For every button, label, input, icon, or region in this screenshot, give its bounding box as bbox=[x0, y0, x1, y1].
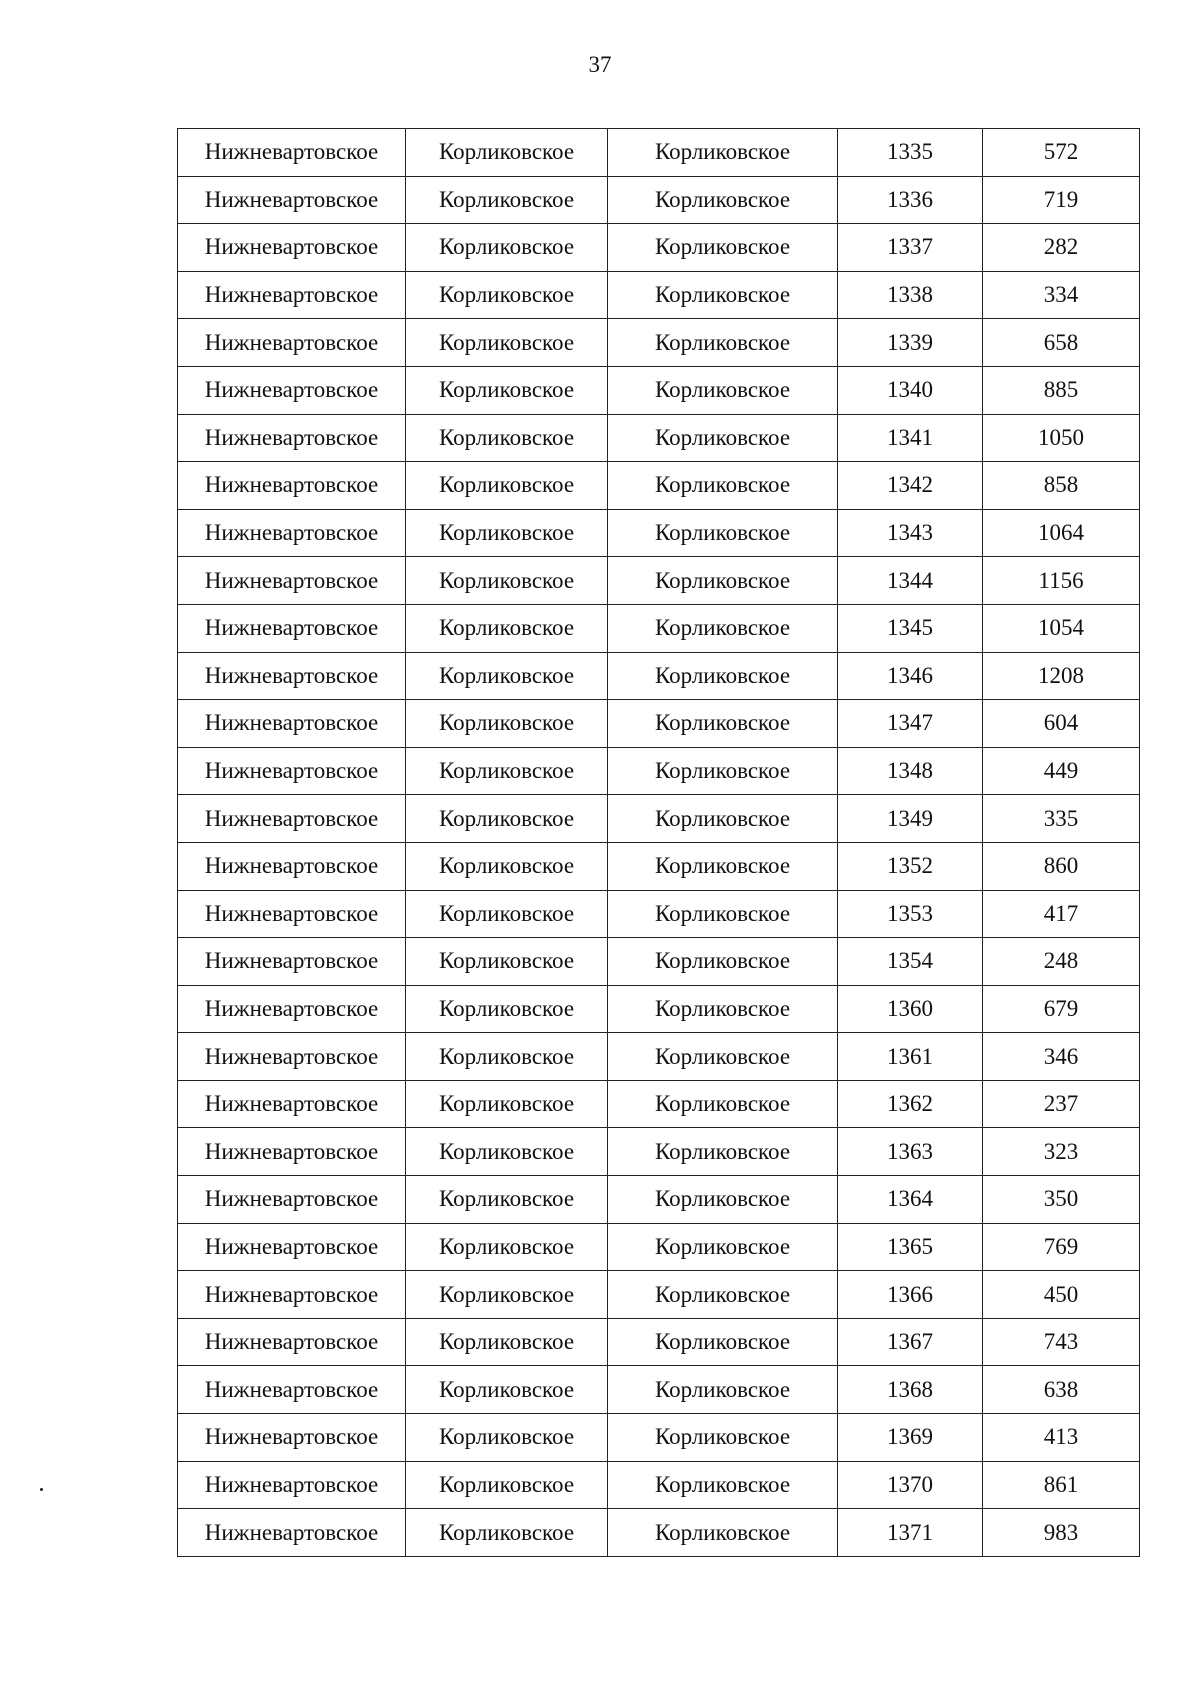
table-row bbox=[178, 747, 1140, 795]
table-row bbox=[178, 1318, 1140, 1366]
field-cell: Корликовское bbox=[406, 271, 608, 319]
well-number-cell: 1369 bbox=[838, 1414, 983, 1462]
field-cell: Корликовское bbox=[406, 557, 608, 605]
district-cell: Нижневартовское bbox=[178, 700, 406, 748]
deposit-cell: Корликовское bbox=[608, 1461, 838, 1509]
field-cell: Корликовское bbox=[406, 319, 608, 367]
value-cell: 743 bbox=[983, 1318, 1140, 1366]
field-cell: Корликовское bbox=[406, 1223, 608, 1271]
field-cell: Корликовское bbox=[406, 509, 608, 557]
value-cell: 719 bbox=[983, 176, 1140, 224]
value-cell: 1064 bbox=[983, 509, 1140, 557]
well-number-cell: 1366 bbox=[838, 1271, 983, 1319]
table-row bbox=[178, 1366, 1140, 1414]
table-row bbox=[178, 129, 1140, 177]
value-cell: 346 bbox=[983, 1033, 1140, 1081]
well-number-cell: 1349 bbox=[838, 795, 983, 843]
field-cell: Корликовское bbox=[406, 176, 608, 224]
field-cell: Корликовское bbox=[406, 795, 608, 843]
deposit-cell: Корликовское bbox=[608, 271, 838, 319]
deposit-cell: Корликовское bbox=[608, 1366, 838, 1414]
table-row bbox=[178, 795, 1140, 843]
value-cell: 334 bbox=[983, 271, 1140, 319]
table-row bbox=[178, 366, 1140, 414]
well-number-cell: 1341 bbox=[838, 414, 983, 462]
field-cell: Корликовское bbox=[406, 747, 608, 795]
value-cell: 450 bbox=[983, 1271, 1140, 1319]
deposit-cell: Корликовское bbox=[608, 604, 838, 652]
table-row bbox=[178, 938, 1140, 986]
district-cell: Нижневартовское bbox=[178, 509, 406, 557]
district-cell: Нижневартовское bbox=[178, 224, 406, 272]
well-number-cell: 1353 bbox=[838, 890, 983, 938]
well-number-cell: 1346 bbox=[838, 652, 983, 700]
field-cell: Корликовское bbox=[406, 1128, 608, 1176]
deposit-cell: Корликовское bbox=[608, 414, 838, 462]
field-cell: Корликовское bbox=[406, 1366, 608, 1414]
district-cell: Нижневартовское bbox=[178, 938, 406, 986]
district-cell: Нижневартовское bbox=[178, 1366, 406, 1414]
value-cell: 1208 bbox=[983, 652, 1140, 700]
district-cell: Нижневартовское bbox=[178, 414, 406, 462]
deposit-cell: Корликовское bbox=[608, 1318, 838, 1366]
field-cell: Корликовское bbox=[406, 1271, 608, 1319]
table-row bbox=[178, 1080, 1140, 1128]
well-number-cell: 1367 bbox=[838, 1318, 983, 1366]
deposit-cell: Корликовское bbox=[608, 129, 838, 177]
table-row bbox=[178, 652, 1140, 700]
data-table bbox=[177, 128, 1140, 1557]
deposit-cell: Корликовское bbox=[608, 1223, 838, 1271]
field-cell: Корликовское bbox=[406, 1318, 608, 1366]
table-row bbox=[178, 1509, 1140, 1557]
well-number-cell: 1345 bbox=[838, 604, 983, 652]
deposit-cell: Корликовское bbox=[608, 462, 838, 510]
deposit-cell: Корликовское bbox=[608, 700, 838, 748]
table-row bbox=[178, 1223, 1140, 1271]
value-cell: 1054 bbox=[983, 604, 1140, 652]
field-cell: Корликовское bbox=[406, 1080, 608, 1128]
field-cell: Корликовское bbox=[406, 1509, 608, 1557]
deposit-cell: Корликовское bbox=[608, 1080, 838, 1128]
well-number-cell: 1348 bbox=[838, 747, 983, 795]
well-number-cell: 1368 bbox=[838, 1366, 983, 1414]
table-row bbox=[178, 557, 1140, 605]
value-cell: 860 bbox=[983, 842, 1140, 890]
well-number-cell: 1371 bbox=[838, 1509, 983, 1557]
field-cell: Корликовское bbox=[406, 224, 608, 272]
well-number-cell: 1347 bbox=[838, 700, 983, 748]
value-cell: 1156 bbox=[983, 557, 1140, 605]
table-row bbox=[178, 509, 1140, 557]
district-cell: Нижневартовское bbox=[178, 1080, 406, 1128]
district-cell: Нижневартовское bbox=[178, 1509, 406, 1557]
table-row bbox=[178, 1128, 1140, 1176]
value-cell: 572 bbox=[983, 129, 1140, 177]
deposit-cell: Корликовское bbox=[608, 938, 838, 986]
field-cell: Корликовское bbox=[406, 652, 608, 700]
well-number-cell: 1363 bbox=[838, 1128, 983, 1176]
value-cell: 350 bbox=[983, 1176, 1140, 1224]
district-cell: Нижневартовское bbox=[178, 1033, 406, 1081]
field-cell: Корликовское bbox=[406, 842, 608, 890]
deposit-cell: Корликовское bbox=[608, 1414, 838, 1462]
district-cell: Нижневартовское bbox=[178, 366, 406, 414]
district-cell: Нижневартовское bbox=[178, 176, 406, 224]
district-cell: Нижневартовское bbox=[178, 842, 406, 890]
well-number-cell: 1352 bbox=[838, 842, 983, 890]
well-number-cell: 1365 bbox=[838, 1223, 983, 1271]
well-number-cell: 1361 bbox=[838, 1033, 983, 1081]
value-cell: 638 bbox=[983, 1366, 1140, 1414]
value-cell: 769 bbox=[983, 1223, 1140, 1271]
value-cell: 983 bbox=[983, 1509, 1140, 1557]
field-cell: Корликовское bbox=[406, 1414, 608, 1462]
well-number-cell: 1344 bbox=[838, 557, 983, 605]
value-cell: 335 bbox=[983, 795, 1140, 843]
district-cell: Нижневартовское bbox=[178, 1128, 406, 1176]
table-row bbox=[178, 1461, 1140, 1509]
district-cell: Нижневартовское bbox=[178, 747, 406, 795]
field-cell: Корликовское bbox=[406, 938, 608, 986]
deposit-cell: Корликовское bbox=[608, 1271, 838, 1319]
data-table-container bbox=[177, 128, 1139, 1557]
field-cell: Корликовское bbox=[406, 462, 608, 510]
value-cell: 282 bbox=[983, 224, 1140, 272]
value-cell: 885 bbox=[983, 366, 1140, 414]
value-cell: 604 bbox=[983, 700, 1140, 748]
field-cell: Корликовское bbox=[406, 1033, 608, 1081]
value-cell: 658 bbox=[983, 319, 1140, 367]
district-cell: Нижневартовское bbox=[178, 604, 406, 652]
district-cell: Нижневартовское bbox=[178, 890, 406, 938]
deposit-cell: Корликовское bbox=[608, 1176, 838, 1224]
district-cell: Нижневартовское bbox=[178, 1223, 406, 1271]
stray-mark-dot bbox=[40, 1488, 43, 1491]
district-cell: Нижневартовское bbox=[178, 129, 406, 177]
deposit-cell: Корликовское bbox=[608, 319, 838, 367]
well-number-cell: 1370 bbox=[838, 1461, 983, 1509]
field-cell: Корликовское bbox=[406, 414, 608, 462]
deposit-cell: Корликовское bbox=[608, 747, 838, 795]
value-cell: 861 bbox=[983, 1461, 1140, 1509]
table-row bbox=[178, 985, 1140, 1033]
value-cell: 323 bbox=[983, 1128, 1140, 1176]
district-cell: Нижневартовское bbox=[178, 462, 406, 510]
well-number-cell: 1336 bbox=[838, 176, 983, 224]
field-cell: Корликовское bbox=[406, 366, 608, 414]
field-cell: Корликовское bbox=[406, 604, 608, 652]
deposit-cell: Корликовское bbox=[608, 366, 838, 414]
value-cell: 679 bbox=[983, 985, 1140, 1033]
field-cell: Корликовское bbox=[406, 1461, 608, 1509]
well-number-cell: 1362 bbox=[838, 1080, 983, 1128]
district-cell: Нижневартовское bbox=[178, 1414, 406, 1462]
table-row bbox=[178, 1414, 1140, 1462]
value-cell: 858 bbox=[983, 462, 1140, 510]
table-row bbox=[178, 224, 1140, 272]
well-number-cell: 1338 bbox=[838, 271, 983, 319]
table-row bbox=[178, 414, 1140, 462]
well-number-cell: 1339 bbox=[838, 319, 983, 367]
value-cell: 417 bbox=[983, 890, 1140, 938]
deposit-cell: Корликовское bbox=[608, 652, 838, 700]
deposit-cell: Корликовское bbox=[608, 509, 838, 557]
table-row bbox=[178, 890, 1140, 938]
well-number-cell: 1337 bbox=[838, 224, 983, 272]
field-cell: Корликовское bbox=[406, 1176, 608, 1224]
deposit-cell: Корликовское bbox=[608, 1509, 838, 1557]
well-number-cell: 1354 bbox=[838, 938, 983, 986]
district-cell: Нижневартовское bbox=[178, 1318, 406, 1366]
well-number-cell: 1360 bbox=[838, 985, 983, 1033]
table-row bbox=[178, 604, 1140, 652]
value-cell: 1050 bbox=[983, 414, 1140, 462]
well-number-cell: 1340 bbox=[838, 366, 983, 414]
district-cell: Нижневартовское bbox=[178, 1461, 406, 1509]
value-cell: 248 bbox=[983, 938, 1140, 986]
district-cell: Нижневартовское bbox=[178, 319, 406, 367]
district-cell: Нижневартовское bbox=[178, 795, 406, 843]
district-cell: Нижневартовское bbox=[178, 1176, 406, 1224]
deposit-cell: Корликовское bbox=[608, 176, 838, 224]
table-row bbox=[178, 842, 1140, 890]
deposit-cell: Корликовское bbox=[608, 1033, 838, 1081]
page-number: 37 bbox=[588, 52, 612, 77]
field-cell: Корликовское bbox=[406, 129, 608, 177]
field-cell: Корликовское bbox=[406, 985, 608, 1033]
well-number-cell: 1335 bbox=[838, 129, 983, 177]
field-cell: Корликовское bbox=[406, 890, 608, 938]
district-cell: Нижневартовское bbox=[178, 1271, 406, 1319]
deposit-cell: Корликовское bbox=[608, 890, 838, 938]
district-cell: Нижневартовское bbox=[178, 985, 406, 1033]
district-cell: Нижневартовское bbox=[178, 271, 406, 319]
table-row bbox=[178, 271, 1140, 319]
deposit-cell: Корликовское bbox=[608, 985, 838, 1033]
value-cell: 449 bbox=[983, 747, 1140, 795]
district-cell: Нижневартовское bbox=[178, 557, 406, 605]
value-cell: 237 bbox=[983, 1080, 1140, 1128]
deposit-cell: Корликовское bbox=[608, 1128, 838, 1176]
table-row bbox=[178, 319, 1140, 367]
table-row bbox=[178, 700, 1140, 748]
table-row bbox=[178, 176, 1140, 224]
deposit-cell: Корликовское bbox=[608, 224, 838, 272]
table-body bbox=[178, 129, 1140, 1557]
table-row bbox=[178, 1176, 1140, 1224]
well-number-cell: 1343 bbox=[838, 509, 983, 557]
well-number-cell: 1342 bbox=[838, 462, 983, 510]
deposit-cell: Корликовское bbox=[608, 557, 838, 605]
district-cell: Нижневартовское bbox=[178, 652, 406, 700]
table-row bbox=[178, 1033, 1140, 1081]
well-number-cell: 1364 bbox=[838, 1176, 983, 1224]
value-cell: 413 bbox=[983, 1414, 1140, 1462]
table-row bbox=[178, 1271, 1140, 1319]
table-row bbox=[178, 462, 1140, 510]
field-cell: Корликовское bbox=[406, 700, 608, 748]
deposit-cell: Корликовское bbox=[608, 842, 838, 890]
deposit-cell: Корликовское bbox=[608, 795, 838, 843]
